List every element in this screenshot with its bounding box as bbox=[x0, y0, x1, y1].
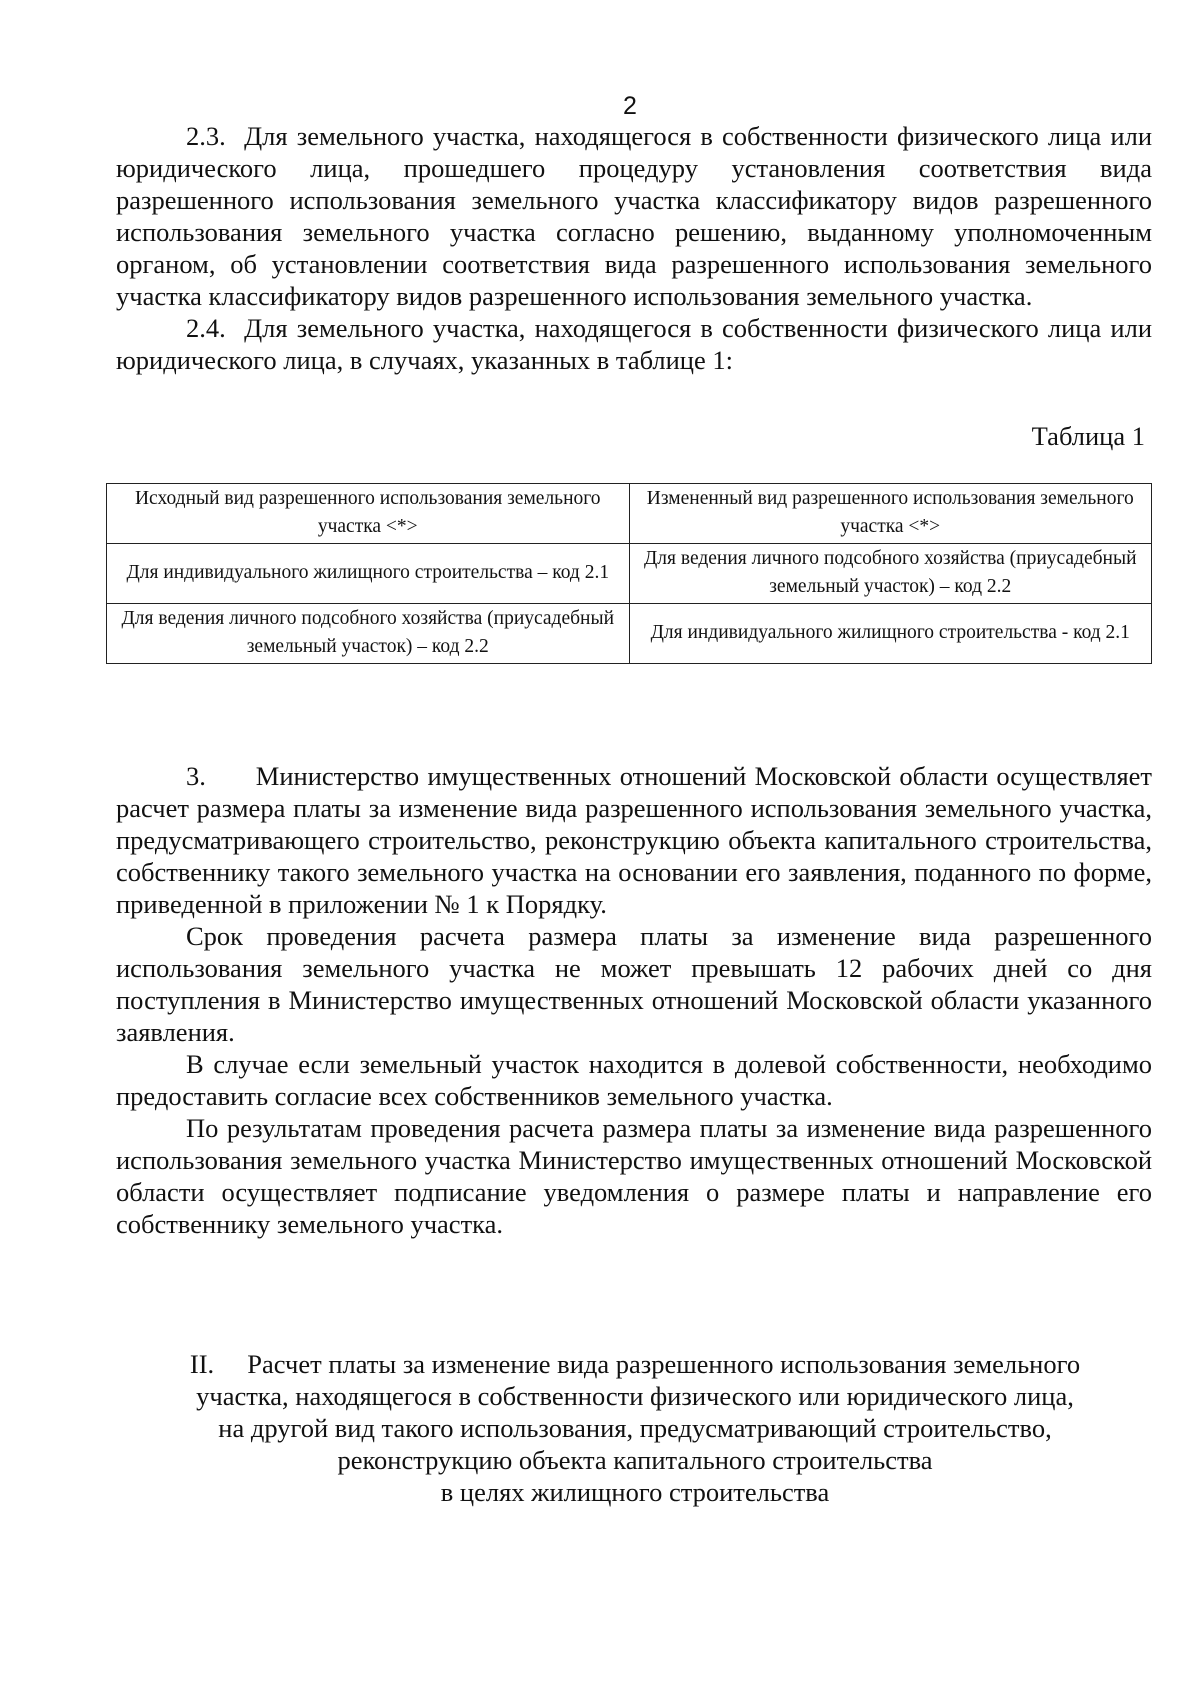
section-ii-heading bbox=[130, 1348, 1140, 1508]
paragraph-2-3: 2.3. Для земельного участка, находящегося в собственности физического лица или юридического лица, прошедшего процедуру установления соответствия вида разрешенного использования земельного участка классификатору видов разрешенного использования земельного участка согласно решению, выданному уполномоченным органом, об установлении соответствия вида разрешенного использования земельного участка классификатору видов разрешенного использования земельного участка. bbox=[116, 121, 1152, 311]
heading-line: II. Расчет платы за изменение вида разрешенного использования земельного bbox=[189, 1349, 1081, 1379]
table-header-changed: Измененный вид разрешенного использования земельного участка <*> bbox=[629, 484, 1152, 544]
table-cell: Для ведения личного подсобного хозяйства (приусадебный земельный участок) – код 2.2 bbox=[629, 544, 1152, 604]
table-header-original: Исходный вид разрешенного использования земельного участка <*> bbox=[107, 484, 630, 544]
table-cell: Для ведения личного подсобного хозяйства (приусадебный земельный участок) – код 2.2 bbox=[107, 604, 630, 664]
heading-line: на другой вид такого использования, предусматривающий строительство, bbox=[218, 1413, 1052, 1443]
page-number: 2 bbox=[623, 92, 637, 120]
table-row bbox=[107, 544, 1152, 604]
section-3-block bbox=[116, 760, 1152, 1240]
paragraph-deadline: Срок проведения расчета размера платы за изменение вида разрешенного использования земельного участка не может превышать 12 рабочих дней со дня поступления в Министерство имущественных отношений Московской области указанного заявления. bbox=[116, 921, 1152, 1047]
table-row bbox=[107, 604, 1152, 664]
paragraph-shared-ownership: В случае если земельный участок находится в долевой собственности, необходимо предоставить согласие всех собственников земельного участка. bbox=[116, 1049, 1152, 1111]
table-header-row bbox=[107, 484, 1152, 544]
heading-line: участка, находящегося в собственности физического или юридического лица, bbox=[196, 1381, 1074, 1411]
section-2-block bbox=[116, 120, 1152, 376]
table-cell: Для индивидуального жилищного строительства – код 2.1 bbox=[107, 544, 630, 604]
paragraph-results: По результатам проведения расчета размера платы за изменение вида разрешенного использования земельного участка Министерство имущественных отношений Московской области осуществляет подписание уведомления о размере платы и направление его собственнику земельного участка. bbox=[116, 1113, 1152, 1239]
table-caption: Таблица 1 bbox=[1031, 421, 1145, 451]
land-use-table bbox=[106, 483, 1152, 664]
paragraph-3: 3. Министерство имущественных отношений Московской области осуществляет расчет размера платы за изменение вида разрешенного использования земельного участка, предусматривающего строительство, реконструкцию объекта капитального строительства, собственнику такого земельного участка на основании его заявления, поданного по форме, приведенной в приложении № 1 к Порядку. bbox=[116, 761, 1152, 919]
heading-line: в целях жилищного строительства bbox=[440, 1477, 830, 1507]
table-cell: Для индивидуального жилищного строительства - код 2.1 bbox=[629, 604, 1152, 664]
paragraph-2-4: 2.4. Для земельного участка, находящегося в собственности физического лица или юридического лица, в случаях, указанных в таблице 1: bbox=[116, 313, 1152, 375]
heading-line: реконструкцию объекта капитального строительства bbox=[337, 1445, 933, 1475]
